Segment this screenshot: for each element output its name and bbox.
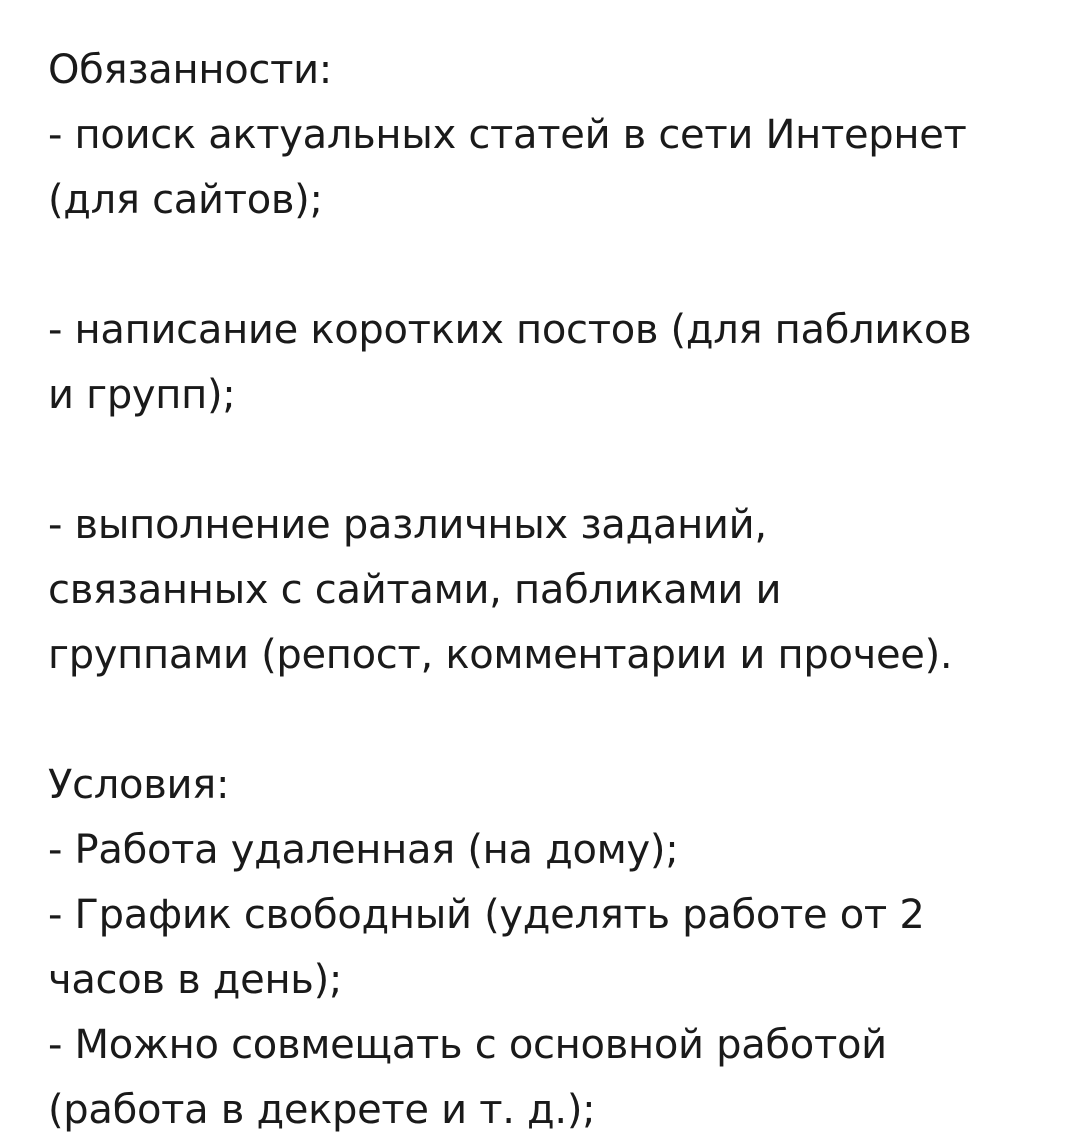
conditions-heading: Условия: xyxy=(48,762,230,808)
paragraph-gap xyxy=(48,688,1058,753)
duty-item-line: - выполнение различных заданий, xyxy=(48,502,767,548)
duties-heading: Обязанности: xyxy=(48,47,332,93)
condition-item-line: часов в день); xyxy=(48,957,343,1003)
duty-item-line: и групп); xyxy=(48,372,236,418)
duty-item-line: (для сайтов); xyxy=(48,177,323,223)
paragraph-gap xyxy=(48,233,1058,298)
condition-item-line: - Работа удаленная (на дому); xyxy=(48,827,679,873)
duty-item-line: - поиск актуальных статей в сети Интернет xyxy=(48,112,967,158)
paragraph-gap xyxy=(48,428,1058,493)
job-description-text xyxy=(48,38,1058,1143)
condition-item-line: (работа в декрете и т. д.); xyxy=(48,1087,596,1133)
duty-item-line: связанных с сайтами, пабликами и xyxy=(48,567,782,613)
condition-item-line: - Можно совмещать с основной работой xyxy=(48,1022,887,1068)
condition-item-line: - График свободный (уделять работе от 2 xyxy=(48,892,925,938)
duty-item-line: группами (репост, комментарии и прочее). xyxy=(48,632,953,678)
duty-item-line: - написание коротких постов (для пабликов xyxy=(48,307,972,353)
